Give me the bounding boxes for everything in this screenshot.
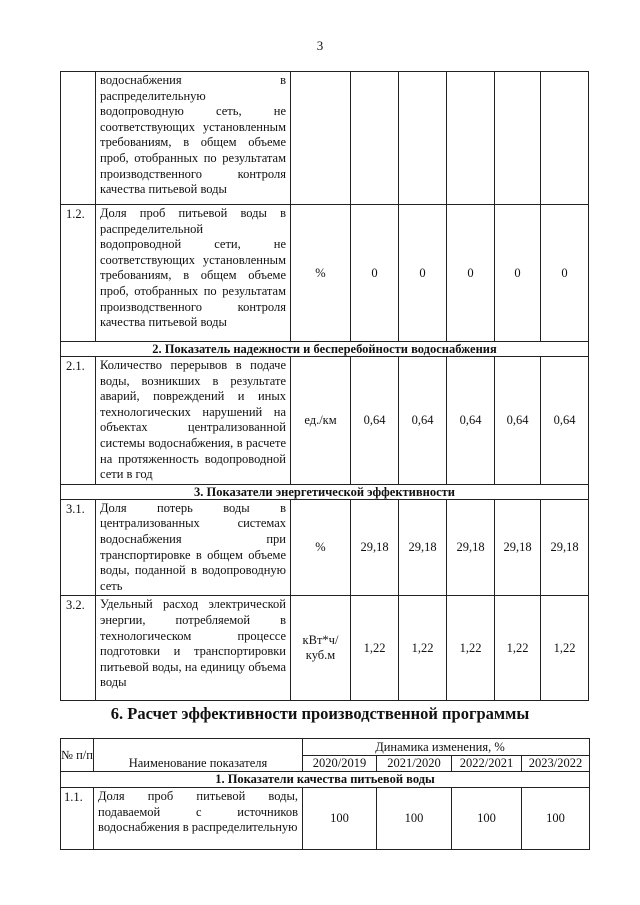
section-header-row (61, 772, 590, 788)
indicator-name: Доля проб питьевой воды в распределительной водопроводной сети, не соответствующих установленным требованиям, в общем объеме проб, отобранных по результатам производственного контроля качества питьевой воды (96, 205, 291, 342)
value-cell: 1,22 (351, 596, 399, 701)
header-row (61, 739, 590, 756)
row-number: 2.1. (61, 357, 96, 485)
value-cell: 100 (303, 788, 377, 850)
value-cell: 29,18 (541, 499, 589, 596)
unit-cell (291, 72, 351, 205)
row-number: 3.2. (61, 596, 96, 701)
value-cell: 100 (522, 788, 590, 850)
indicator-name: водоснабжения в распределительную водопроводную сеть, не соответствующих установленным требованиям, в общем объеме проб, отобранных по результатам производственного контроля качества питьевой воды (96, 72, 291, 205)
table-row (61, 357, 589, 485)
year-header: 2021/2020 (377, 756, 452, 772)
table-row (61, 788, 590, 850)
indicator-name: Удельный расход электрической энергии, потребляемой в технологическом процессе подготовки и транспортировки питьевой воды, на единицу объема воды (96, 596, 291, 701)
value-cell: 0 (495, 205, 541, 342)
indicator-name: Доля проб питьевой воды, подаваемой с источников водоснабжения в распределительную (94, 788, 303, 850)
value-cell: 1,22 (495, 596, 541, 701)
table-row (61, 596, 589, 701)
value-cell (399, 72, 447, 205)
value-cell: 29,18 (495, 499, 541, 596)
value-cell: 100 (377, 788, 452, 850)
value-cell: 0,64 (399, 357, 447, 485)
efficiency-table (60, 738, 590, 850)
table-row (61, 499, 589, 596)
value-cell: 1,22 (399, 596, 447, 701)
table-row (61, 72, 589, 205)
row-number: 1.2. (61, 205, 96, 342)
section-title: 2. Показатель надежности и бесперебойности водоснабжения (61, 342, 589, 357)
name-header: Наименование показателя (94, 739, 303, 772)
indicator-name: Доля потерь воды в централизованных системах водоснабжения при транспортировке в общем объеме воды, поданной в водопроводную сеть (96, 499, 291, 596)
unit-cell: ед./км (291, 357, 351, 485)
indicators-table (60, 71, 589, 701)
section-heading: 6. Расчет эффективности производственной программы (110, 704, 530, 723)
unit-cell: % (291, 205, 351, 342)
section-title: 1. Показатели качества питьевой воды (61, 772, 590, 788)
row-number: 3.1. (61, 499, 96, 596)
unit-cell: кВт*ч/ куб.м (291, 596, 351, 701)
value-cell (447, 72, 495, 205)
dynamics-header-label: Динамика изменения, % (375, 739, 505, 754)
value-cell: 0,64 (447, 357, 495, 485)
year-header: 2022/2021 (452, 756, 522, 772)
year-header: 2020/2019 (303, 756, 377, 772)
section-header-row (61, 342, 589, 357)
row-number: 1.1. (61, 788, 94, 850)
year-header: 2023/2022 (522, 756, 590, 772)
value-cell: 0 (399, 205, 447, 342)
value-cell (495, 72, 541, 205)
value-cell: 0 (541, 205, 589, 342)
indicator-name: Количество перерывов в подаче воды, возникших в результате аварий, повреждений и иных технологических нарушений на объектах централизованной системы водоснабжения, в расчете на протяженность водопроводной сети в год (96, 357, 291, 485)
value-cell: 1,22 (447, 596, 495, 701)
section-header-row (61, 484, 589, 499)
value-cell: 0 (447, 205, 495, 342)
value-cell (541, 72, 589, 205)
value-cell (351, 72, 399, 205)
value-cell: 0,64 (541, 357, 589, 485)
page-number: 3 (316, 38, 324, 53)
number-header: № п/п (61, 739, 94, 772)
dynamics-header (303, 739, 590, 756)
value-cell: 29,18 (351, 499, 399, 596)
value-cell: 1,22 (541, 596, 589, 701)
unit-cell: % (291, 499, 351, 596)
row-number (61, 72, 96, 205)
value-cell: 0,64 (351, 357, 399, 485)
value-cell: 0 (351, 205, 399, 342)
table-row (61, 205, 589, 342)
section-title: 3. Показатели энергетической эффективности (61, 484, 589, 499)
value-cell: 100 (452, 788, 522, 850)
value-cell: 29,18 (399, 499, 447, 596)
value-cell: 0,64 (495, 357, 541, 485)
value-cell: 29,18 (447, 499, 495, 596)
